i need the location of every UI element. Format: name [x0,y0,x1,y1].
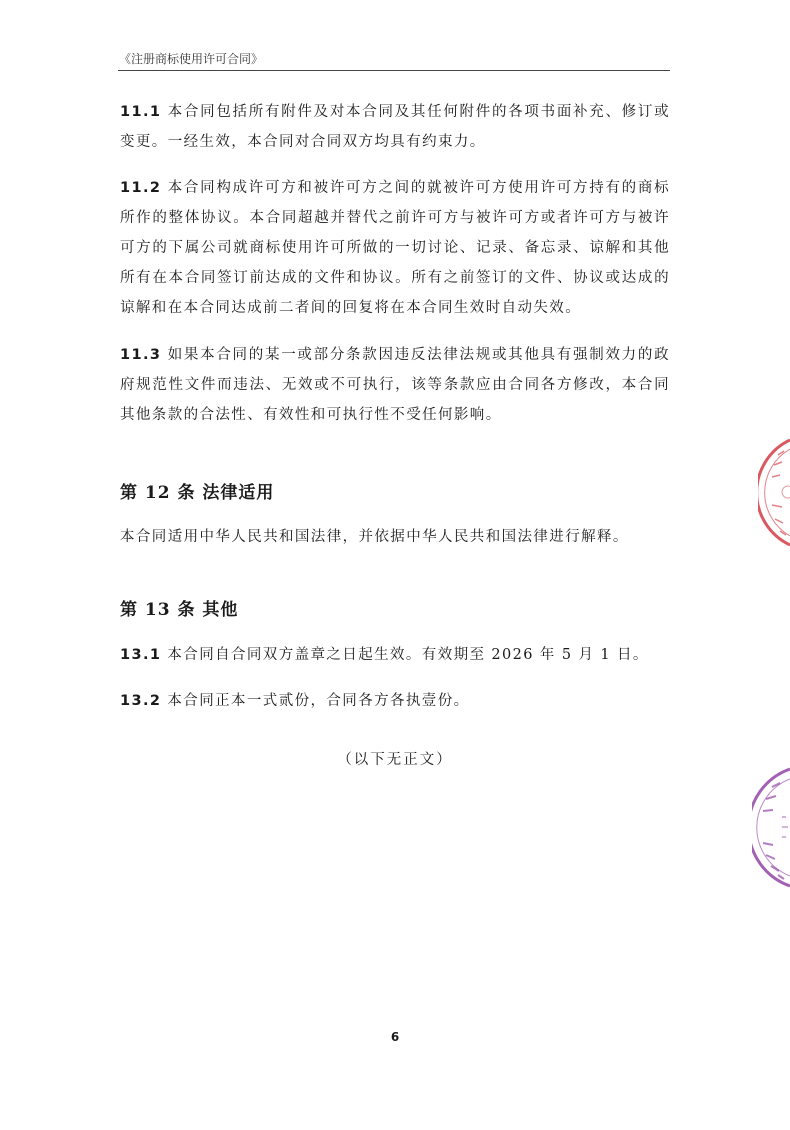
article-13-heading: 第 13 条 其他 [120,600,239,620]
clause-text: 本合同自合同双方盖章之日起生效。有效期至 2026 年 5 月 1 日。 [167,647,649,663]
clause-text: 本合同正本一式贰份，合同各方各执壹份。 [167,693,470,709]
clause-number: 11.2 [120,180,162,196]
header-divider [118,70,670,71]
article-12-heading: 第 12 条 法律适用 [120,483,275,503]
end-of-text-note: （以下无正文） [337,752,453,768]
seal-stamp-red [758,435,790,550]
seal-stamp-purple [752,765,790,890]
clause-text: 本合同包括所有附件及对本合同及其任何附件的各项书面补充、修订或变更。一经生效，本合同对合同双方均具有约束力。 [120,104,670,150]
clause-text: 本合同构成许可方和被许可方之间的就被许可方使用许可方持有的商标所作的整体协议。本合同超越并替代之前许可方与被许可方或者许可方与被许可方的下属公司就商标使用许可所做的一切讨论、记录、备忘录、谅解和其他所有在本合同签订前达成的文件和协议。所有之前签订的文件、协议或达成的谅解和在本合同达成前二者间的回复将在本合同生效时自动失效。 [120,180,670,316]
clause-number: 13.1 [120,647,162,663]
clause-text: 如果本合同的某一或部分条款因违反法律法规或其他具有强制效力的政府规范性文件而违法、无效或不可执行，该等条款应由合同各方修改，本合同其他条款的合法性、有效性和可执行性不受任何影响。 [120,347,670,423]
clause-13-2 [120,686,670,716]
clause-11-1 [120,97,670,157]
clause-number: 13.2 [120,693,162,709]
page-number: 6 [390,1030,400,1044]
clause-number: 11.1 [120,104,162,120]
clause-11-3 [120,340,670,430]
document-header-title: 《注册商标使用许可合同》 [119,52,264,66]
clause-11-2 [120,173,670,323]
article-12-text: 本合同适用中华人民共和国法律，并依据中华人民共和国法律进行解释。 [120,529,629,545]
clause-13-1 [120,640,670,670]
clause-number: 11.3 [120,347,162,363]
